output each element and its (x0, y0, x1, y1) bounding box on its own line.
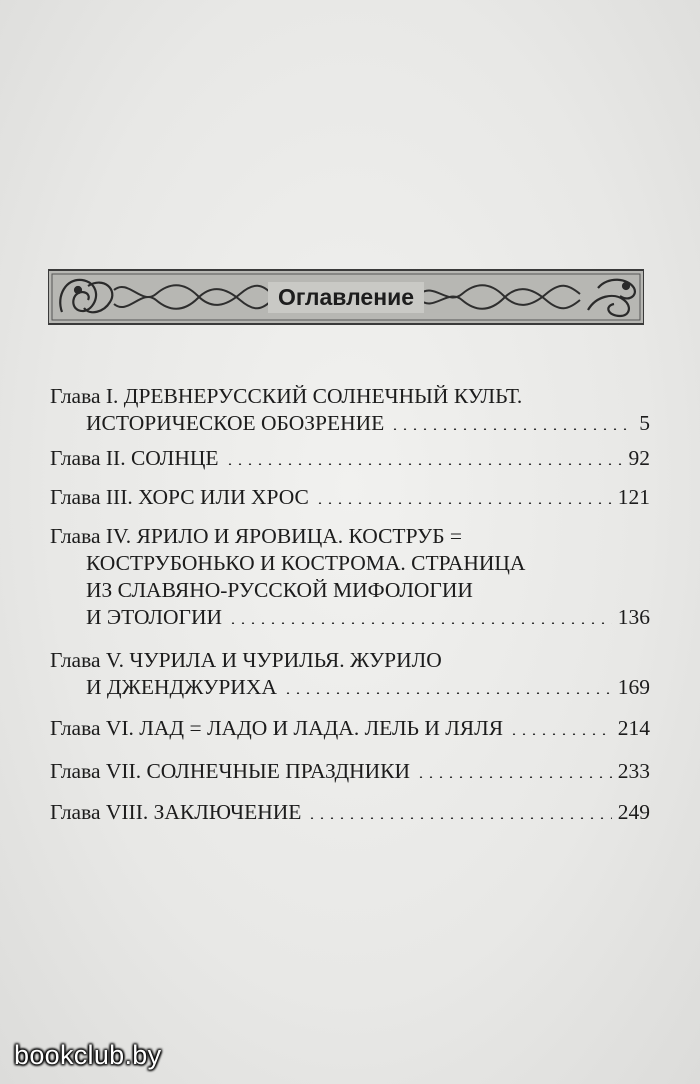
toc-page-number: 214 (617, 716, 650, 740)
toc-entry-line (50, 647, 650, 674)
toc-entry-line (50, 484, 650, 511)
bleed-through (250, 178, 253, 193)
toc-entry-label: Глава VIII. ЗАКЛЮЧЕНИЕ (50, 800, 302, 824)
toc-page-number: 136 (617, 605, 650, 629)
toc-entry-line (50, 410, 650, 437)
toc-heading-text: Оглавление (268, 282, 424, 313)
toc-entry-label: Глава IV. ЯРИЛО И ЯРОВИЦА. КОСТРУБ = (50, 524, 463, 548)
toc-entry-line (50, 758, 650, 785)
toc-entry-line (50, 383, 650, 410)
toc-entry-label: ИСТОРИЧЕСКОЕ ОБОЗРЕНИЕ (86, 411, 385, 435)
toc-entry-line (50, 799, 650, 826)
dot-leader (283, 692, 612, 694)
dot-leader (307, 817, 611, 819)
dot-leader (509, 733, 612, 735)
watermark: bookclub.by (14, 1040, 162, 1070)
dot-leader (225, 463, 623, 465)
toc-entry-label: Глава II. СОЛНЦЕ (50, 446, 219, 470)
toc-entry-label: И ЭТОЛОГИИ (86, 605, 222, 629)
toc-entry[interactable] (50, 523, 650, 631)
toc-entry[interactable] (50, 383, 650, 437)
toc-page-number: 169 (617, 675, 650, 699)
toc-entry-line (50, 523, 650, 550)
dot-leader (228, 622, 612, 624)
toc-page-number: 249 (617, 800, 650, 824)
toc-entry-label: И ДЖЕНДЖУРИХА (86, 675, 277, 699)
toc-entry-line (50, 550, 650, 577)
toc-entry[interactable] (50, 445, 650, 472)
toc-entry-label: Глава VI. ЛАД = ЛАДО И ЛАДА. ЛЕЛЬ И ЛЯЛЯ (50, 716, 504, 740)
toc-entry[interactable] (50, 647, 650, 701)
toc-entry[interactable] (50, 758, 650, 785)
toc-heading (48, 266, 644, 328)
table-of-contents (50, 383, 650, 826)
toc-entry[interactable] (50, 484, 650, 511)
toc-page-number: 121 (617, 485, 650, 509)
dot-leader (416, 776, 612, 778)
toc-entry-label: Глава V. ЧУРИЛА И ЧУРИЛЬЯ. ЖУРИЛО (50, 648, 442, 672)
toc-page-number: 92 (628, 446, 650, 470)
toc-entry-line (50, 445, 650, 472)
toc-entry-label: Глава VII. СОЛНЕЧНЫЕ ПРАЗДНИКИ (50, 759, 411, 783)
toc-entry-line (50, 674, 650, 701)
toc-entry[interactable] (50, 799, 650, 826)
toc-entry-line (50, 604, 650, 631)
toc-entry-label: ИЗ СЛАВЯНО-РУССКОЙ МИФОЛОГИИ (86, 578, 473, 602)
toc-entry-line (50, 715, 650, 742)
toc-entry-label: КОСТРУБОНЬКО И КОСТРОМА. СТРАНИЦА (86, 551, 526, 575)
toc-page-number: 5 (639, 411, 650, 435)
toc-entry[interactable] (50, 715, 650, 742)
toc-page-number: 233 (617, 759, 650, 783)
dot-leader (390, 428, 633, 430)
toc-entry-label: Глава I. ДРЕВНЕРУССКИЙ СОЛНЕЧНЫЙ КУЛЬТ. (50, 384, 523, 408)
toc-entry-line (50, 577, 650, 604)
ornamental-banner (48, 266, 644, 328)
dot-leader (315, 502, 612, 504)
toc-entry-label: Глава III. ХОРС ИЛИ ХРОС (50, 485, 309, 509)
